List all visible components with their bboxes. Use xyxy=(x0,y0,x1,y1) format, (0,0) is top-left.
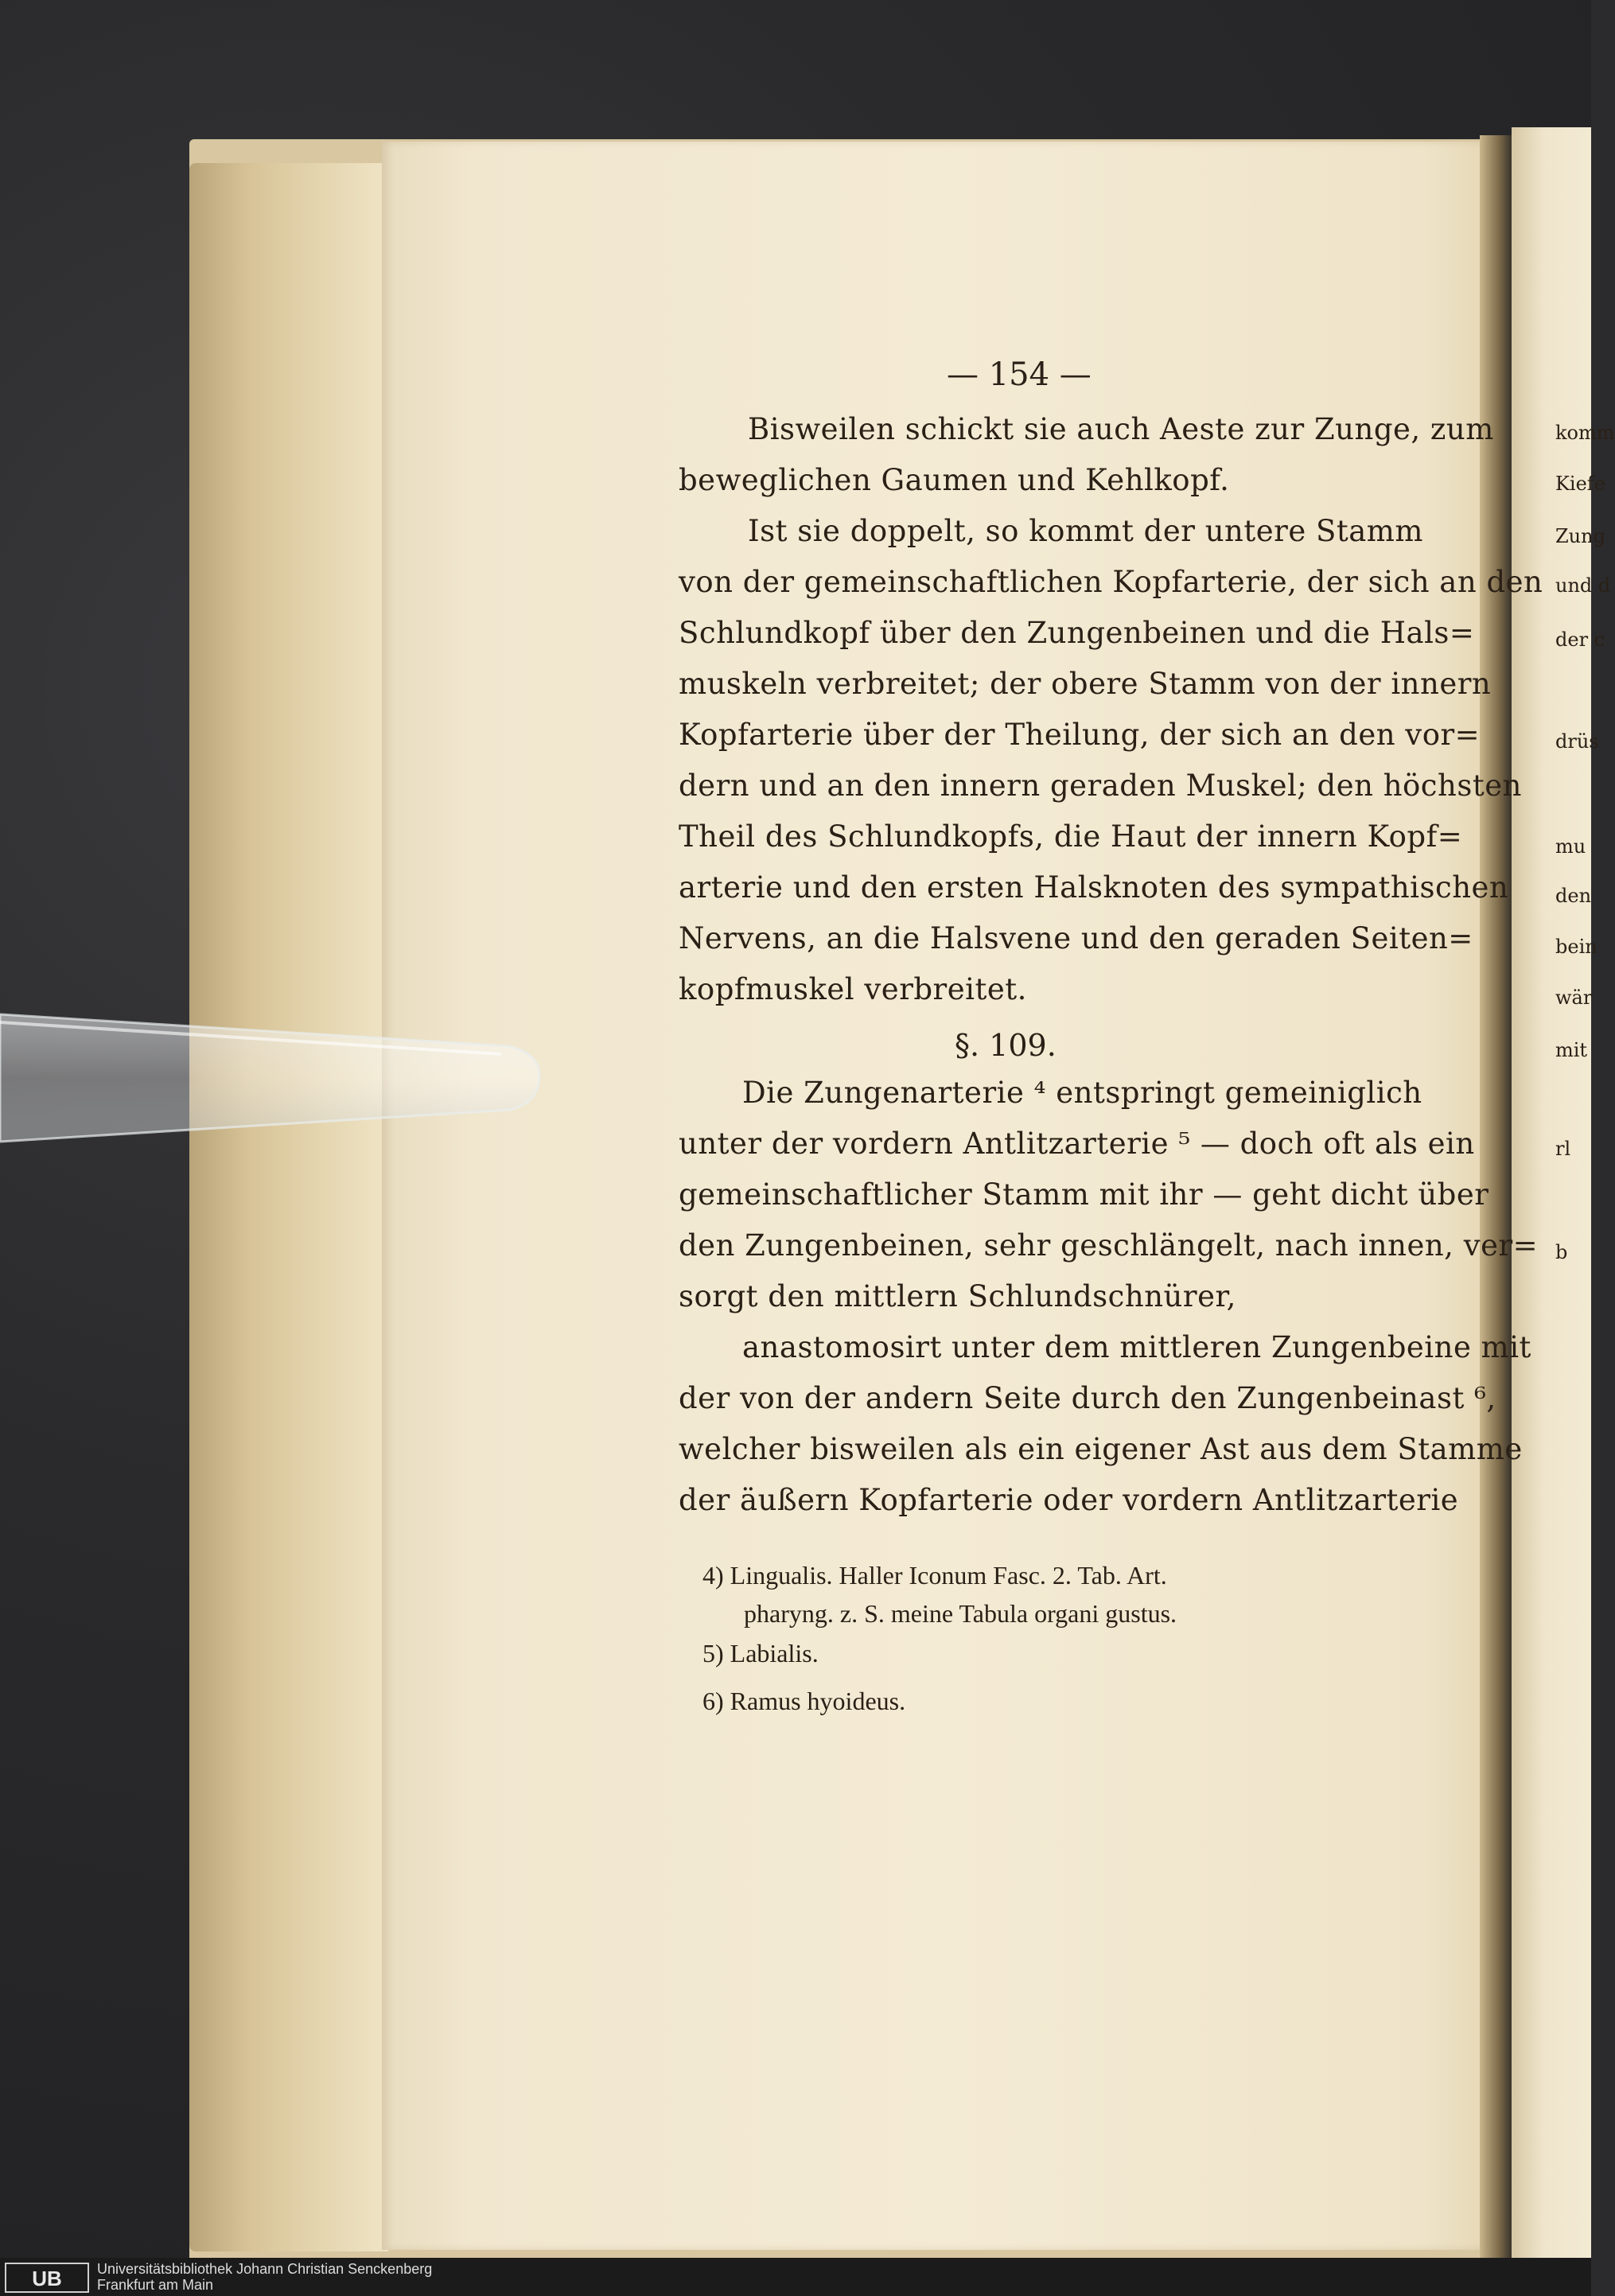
adjacent-page-fragment: der c xyxy=(1555,628,1605,651)
library-name: Universitätsbibliothek Johann Christian Senckenberg xyxy=(97,2261,433,2277)
text-line: von der gemeinschaftlichen Kopfarterie, der sich an den xyxy=(679,565,1543,599)
text-line: Bisweilen schickt sie auch Aeste zur Zunge, zum xyxy=(748,412,1494,446)
page-holder-clip xyxy=(0,1014,541,1142)
text-line: Schlundkopf über den Zungenbeinen und die Hals= xyxy=(679,616,1475,650)
text-line: welcher bisweilen als ein eigener Ast aus dem Stamme xyxy=(679,1432,1523,1466)
adjacent-page-fragment: wär xyxy=(1555,987,1593,1009)
footnote: 5) Labialis. xyxy=(702,1639,819,1668)
adjacent-page-fragment: mu xyxy=(1555,835,1586,858)
adjacent-page-fragment: drüs xyxy=(1555,730,1599,753)
text-line: Ist sie doppelt, so kommt der untere Stamm xyxy=(748,514,1423,548)
text-line: der äußern Kopfarterie oder vordern Antlitzarterie xyxy=(679,1483,1459,1517)
adjacent-page-fragment: b xyxy=(1555,1241,1568,1263)
text-line: Kopfarterie über der Theilung, der sich an den vor= xyxy=(679,718,1481,752)
footnote: pharyng. z. S. meine Tabula organi gustus. xyxy=(744,1599,1177,1628)
text-line: unter der vordern Antlitzarterie ⁵ — doch oft als ein xyxy=(679,1127,1475,1161)
text-line: Theil des Schlundkopfs, die Haut der innern Kopf= xyxy=(679,819,1463,854)
text-line: sorgt den mittlern Schlundschnürer, xyxy=(679,1279,1236,1313)
text-line: dern und an den innern geraden Muskel; den höchsten xyxy=(679,769,1522,803)
text-line: gemeinschaftlicher Stamm mit ihr — geht dicht über xyxy=(679,1177,1489,1212)
text-line: Nervens, an die Halsvene und den geraden Seiten= xyxy=(679,921,1473,955)
adjacent-page-fragment: bein xyxy=(1555,936,1597,958)
adjacent-page-fragment: Kiefe xyxy=(1555,473,1605,495)
text-line: arterie und den ersten Halsknoten des sympathischen xyxy=(679,870,1509,905)
page-number: — 154 — xyxy=(947,356,1092,393)
adjacent-page-fragment: den xyxy=(1555,885,1592,907)
adjacent-page-fragment: rl xyxy=(1555,1138,1571,1160)
text-line: anastomosirt unter dem mittleren Zungenbeine mit xyxy=(742,1330,1531,1364)
text-line: beweglichen Gaumen und Kehlkopf. xyxy=(679,463,1230,497)
adjacent-page-fragment: komm xyxy=(1555,422,1615,444)
text-line: muskeln verbreitet; der obere Stamm von der innern xyxy=(679,667,1492,701)
adjacent-page-fragment: Zung xyxy=(1555,525,1605,547)
page-edges xyxy=(189,163,388,2251)
right-page-edge xyxy=(1512,127,1591,2275)
text-line: den Zungenbeinen, sehr geschlängelt, nach innen, ver= xyxy=(679,1228,1539,1263)
library-city: Frankfurt am Main xyxy=(97,2277,214,2293)
text-line: der von der andern Seite durch den Zungenbeinast ⁶, xyxy=(679,1381,1496,1415)
text-line: kopfmuskel verbreitet. xyxy=(679,972,1027,1006)
section-heading: §. 109. xyxy=(955,1028,1057,1063)
footnote: 4) Lingualis. Haller Iconum Fasc. 2. Tab. Art. xyxy=(702,1561,1167,1590)
adjacent-page-fragment: mit xyxy=(1555,1039,1588,1061)
footnote: 6) Ramus hyoideus. xyxy=(702,1687,906,1715)
adjacent-page-fragment: und d xyxy=(1555,574,1611,597)
ub-logo: UB xyxy=(5,2263,89,2293)
text-line: Die Zungenarterie ⁴ entspringt gemeiniglich xyxy=(742,1076,1422,1110)
